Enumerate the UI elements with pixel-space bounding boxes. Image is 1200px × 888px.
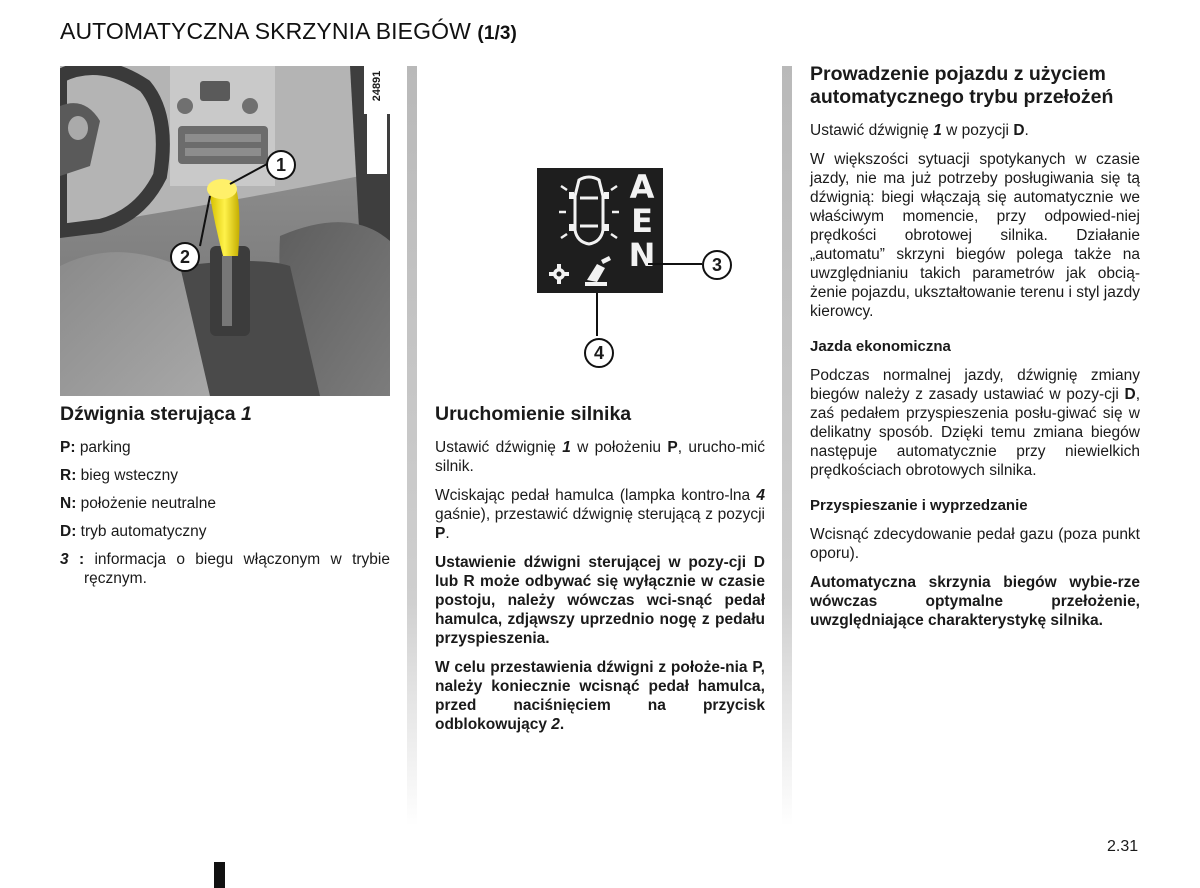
paragraph: Podczas normalnej jazdy, dźwignię zmiany biegów należy z zasady ustawiać w pozy-cji D, zaś pedałem przyspieszenia posłu-giwać się w delikatny sposób. Dzięki temu zmiana biegów następuje automatycznie przy niewielkich prędkościach obrotowych silnika. [810, 367, 1140, 479]
list-item: 3 : informacja o biegu włączonym w trybie ręcznym. [60, 551, 390, 587]
left-column [60, 403, 390, 597]
list-item: D: tryb automatyczny [60, 523, 207, 540]
callout-4: 4 [584, 338, 614, 368]
automatic-mode-heading: Prowadzenie pojazdu z użyciem automatycznego trybu przełożeń [810, 63, 1114, 108]
list-item: P: parking [60, 439, 131, 456]
gear-lever-photo [60, 66, 390, 396]
display-letter-a: A [629, 168, 655, 206]
list-item: N: położenie neutralne [60, 495, 216, 512]
callout-3: 3 [702, 250, 732, 280]
paragraph: W większości sytuacji spotykanych w czasie jazdy, nie ma już potrzeby posługiwania się tą dźwignią: biegi włączają się automatycznie we właściwym momencie, przy odpowied-niej prędkości obrotowej silnika. Działanie „automatu” skrzyni biegów polega także na uwzględnianiu takich parametrów jak obcią-żenie pojazdu, ukształtowanie terenu i styl jazdy kierowcy. [810, 151, 1140, 320]
callout-2: 2 [170, 242, 200, 272]
right-column [810, 63, 1140, 640]
display-letter-e: E [631, 202, 653, 240]
paragraph: Wciskając pedał hamulca (lampka kontro-lna 4 gaśnie), przestawić dźwignię sterującą z pozycji P. [435, 487, 765, 542]
column-separator-left [407, 66, 417, 826]
lever-heading: Dźwignia sterująca 1 [60, 403, 252, 425]
warning-paragraph: Ustawienie dźwigni sterującej w pozy-cji D lub R może odbywać się wyłącznie w czasie postoju, należy wówczas wci-snąć pedał hamulca, zdjąwszy uprzednio nogę z pedału przyspieszenia. [435, 554, 765, 647]
figure-code: 24891 [364, 66, 390, 114]
subheading-acceleration: Przyspieszanie i wyprzedzanie [810, 497, 1028, 514]
list-item: R: bieg wsteczny [60, 467, 179, 484]
paragraph: Ustawić dźwignię 1 w pozycji D. [810, 122, 1029, 139]
display-callout-lines [530, 160, 770, 380]
paragraph: Wcisnąć zdecydowanie pedał gazu (poza punkt oporu). [810, 526, 1140, 562]
middle-column [435, 403, 765, 744]
engine-start-heading: Uruchomienie silnika [435, 403, 632, 425]
paragraph: Ustawić dźwignię 1 w położeniu P, urucho-mić silnik. [435, 439, 765, 475]
warning-paragraph: W celu przestawienia dźwigni z położe-nia P, należy koniecznie wcisnąć pedał hamulca, przed naciśnięciem na przycisk odblokowujący 2. [435, 659, 765, 733]
subheading-economy: Jazda ekonomiczna [810, 338, 951, 355]
lever-positions-list [60, 438, 390, 588]
page-edge-mark [214, 862, 225, 888]
display-letter-n: N [628, 236, 656, 274]
callout-1: 1 [266, 150, 296, 180]
page-title: AUTOMATYCZNA SKRZYNIA BIEGÓW (1/3) [60, 18, 517, 44]
column-separator-right [782, 66, 792, 826]
page-number: 2.31 [1107, 838, 1139, 855]
warning-paragraph: Automatyczna skrzynia biegów wybie-rze wówczas optymalne przełożenie, uwzględniające charakterystykę silnika. [810, 574, 1140, 629]
